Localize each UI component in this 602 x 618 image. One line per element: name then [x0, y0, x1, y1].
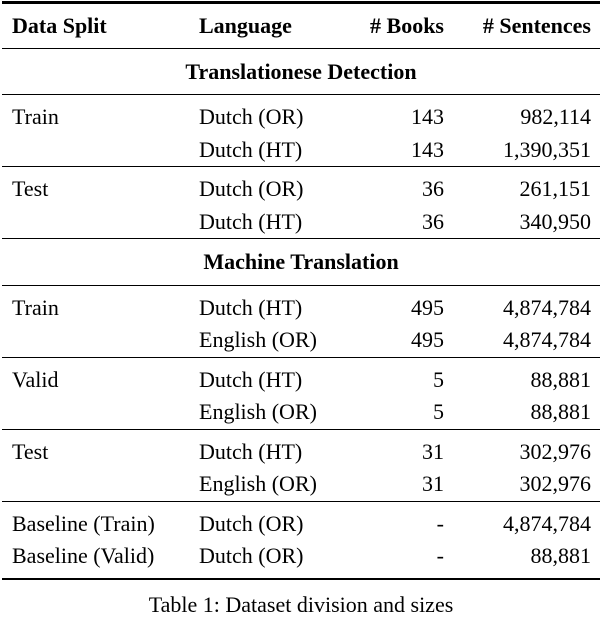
header-row — [0, 9, 602, 42]
table-rule — [2, 48, 600, 49]
cell-books: - — [436, 543, 444, 568]
table-rule — [2, 429, 600, 430]
section-heading: Machine Translation — [203, 249, 399, 274]
table-row — [0, 435, 602, 468]
cell-language: Dutch (HT) — [199, 208, 303, 234]
header-data-split: Data Split — [12, 13, 107, 38]
cell-data-split: Valid — [12, 366, 59, 392]
header-language: Language — [199, 13, 292, 38]
cell-books: - — [436, 510, 444, 536]
cell-books: 143 — [411, 136, 444, 162]
table-rule — [2, 166, 600, 167]
table-caption: Table 1: Dataset division and sizes — [148, 592, 454, 617]
table-row — [0, 539, 602, 572]
cell-books: 143 — [411, 104, 444, 129]
table-rule — [2, 578, 600, 581]
table-rule — [2, 501, 600, 502]
cell-books: 36 — [422, 208, 444, 234]
cell-language: English (OR) — [199, 399, 317, 424]
header-books: # Books — [370, 13, 444, 38]
cell-language: Dutch (HT) — [199, 366, 303, 392]
cell-language: English (OR) — [199, 471, 317, 496]
top-rule — [2, 1, 600, 4]
cell-books: 5 — [433, 399, 444, 424]
cell-sentences: 4,874,784 — [503, 294, 591, 320]
cell-language: English (OR) — [199, 327, 317, 352]
table-row — [0, 291, 602, 324]
table-rule — [2, 285, 600, 286]
cell-language: Dutch (OR) — [199, 543, 304, 568]
cell-language: Dutch (OR) — [199, 104, 304, 129]
cell-data-split: Train — [12, 294, 59, 320]
table-row — [0, 363, 602, 396]
cell-sentences: 88,881 — [530, 366, 591, 392]
cell-data-split: Train — [12, 104, 59, 129]
cell-data-split: Baseline (Train) — [12, 510, 155, 536]
cell-data-split: Baseline (Valid) — [12, 543, 155, 568]
table-row — [0, 395, 602, 428]
cell-sentences: 982,114 — [520, 104, 591, 129]
table-row — [0, 323, 602, 356]
cell-sentences: 340,950 — [519, 208, 591, 234]
header-sentences: # Sentences — [482, 13, 591, 38]
cell-language: Dutch (OR) — [199, 510, 304, 536]
cell-language: Dutch (OR) — [199, 176, 304, 201]
table-rule — [2, 94, 600, 95]
section-heading: Translationese Detection — [185, 58, 417, 84]
cell-books: 31 — [422, 438, 444, 464]
table-row — [0, 467, 602, 500]
table-row — [0, 100, 602, 133]
cell-language: Dutch (HT) — [199, 136, 303, 162]
cell-sentences: 302,976 — [519, 471, 591, 496]
cell-books: 495 — [411, 294, 444, 320]
cell-data-split: Test — [12, 438, 49, 464]
cell-books: 31 — [422, 471, 444, 496]
cell-language: Dutch (HT) — [199, 438, 303, 464]
cell-sentences: 88,881 — [530, 399, 591, 424]
cell-sentences: 4,874,784 — [503, 327, 591, 352]
cell-language: Dutch (HT) — [199, 294, 303, 320]
cell-books: 36 — [422, 176, 444, 201]
cell-sentences: 302,976 — [519, 438, 591, 464]
cell-data-split: Test — [12, 176, 49, 201]
table-row — [0, 133, 602, 166]
cell-books: 5 — [433, 366, 444, 392]
table-rule — [2, 238, 600, 239]
cell-sentences: 4,874,784 — [503, 510, 591, 536]
table-row — [0, 507, 602, 540]
cell-sentences: 261,151 — [519, 176, 591, 201]
table-row — [0, 172, 602, 205]
cell-sentences: 88,881 — [530, 543, 591, 568]
table-rule — [2, 357, 600, 358]
table-row — [0, 205, 602, 238]
cell-books: 495 — [411, 327, 444, 352]
cell-sentences: 1,390,351 — [503, 136, 591, 162]
